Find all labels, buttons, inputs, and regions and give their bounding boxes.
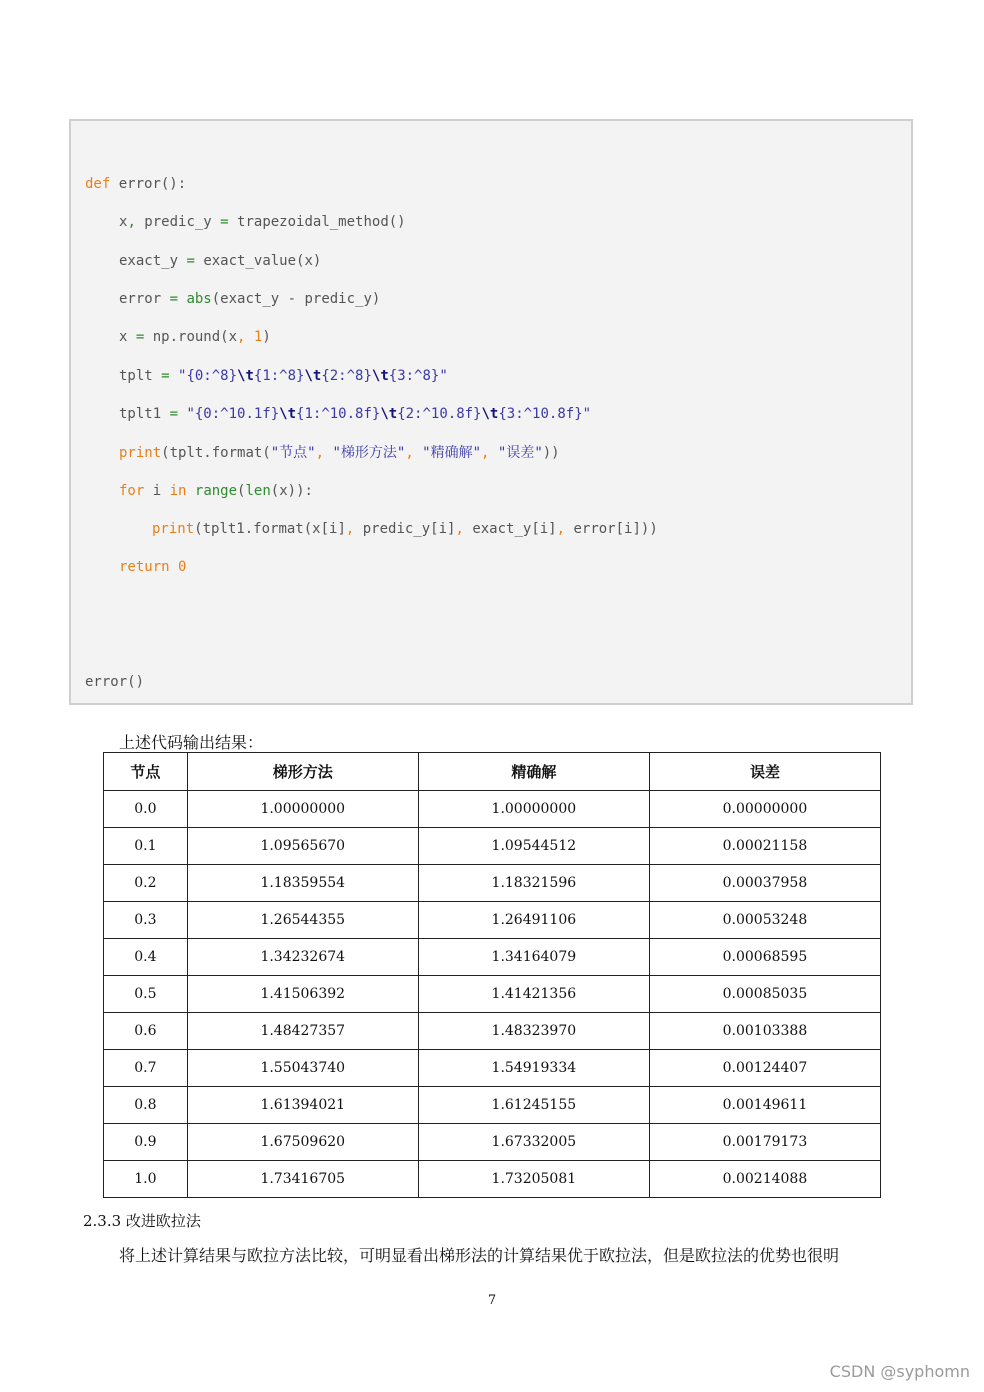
code-line-3: exact_y = exact_value(x): [119, 253, 322, 269]
body-paragraph: 将上述计算结果与欧拉方法比较，可明显看出梯形法的计算结果优于欧拉法，但是欧拉法的优势也很明: [119, 1246, 840, 1265]
table-cell: 1.67509620: [187, 1124, 418, 1161]
table-cell: 1.55043740: [187, 1050, 418, 1087]
table-cell: 1.18359554: [187, 865, 418, 902]
table-row: [104, 1124, 881, 1161]
code-line-7: tplt1 = "{0:^10.1f}\t{1:^10.8f}\t{2:^10.8f}\t{3:^10.8f}": [119, 406, 592, 422]
table-cell: 1.26491106: [418, 902, 649, 939]
table-cell: 0.5: [104, 976, 188, 1013]
table-cell: 1.09565670: [187, 828, 418, 865]
code-line-12: error(): [85, 674, 145, 690]
table-row: [104, 1087, 881, 1124]
table-row: [104, 791, 881, 828]
table-cell: 1.41421356: [418, 976, 649, 1013]
section-heading: 2.3.3 改进欧拉法: [83, 1212, 201, 1230]
table-row: [104, 1050, 881, 1087]
table-cell: 0.3: [104, 902, 188, 939]
table-cell: 1.73416705: [187, 1161, 418, 1198]
table-cell: 0.00021158: [649, 828, 880, 865]
table-cell: 1.67332005: [418, 1124, 649, 1161]
code-line-10: print(tplt1.format(x[i], predic_y[i], exact_y[i], error[i])): [152, 521, 658, 537]
table-row: [104, 1161, 881, 1198]
code-line-2: x, predic_y = trapezoidal_method(): [119, 214, 406, 230]
code-line-4: error = abs(exact_y - predic_y): [119, 291, 381, 307]
table-cell: 1.18321596: [418, 865, 649, 902]
table-cell: 0.00179173: [649, 1124, 880, 1161]
table-cell: 1.34164079: [418, 939, 649, 976]
table-cell: 0.00149611: [649, 1087, 880, 1124]
table-cell: 1.00000000: [418, 791, 649, 828]
table-cell: 0.9: [104, 1124, 188, 1161]
table-cell: 1.26544355: [187, 902, 418, 939]
table-cell: 0.00037958: [649, 865, 880, 902]
table-cell: 1.73205081: [418, 1161, 649, 1198]
table-cell: 0.00000000: [649, 791, 880, 828]
table-row: [104, 828, 881, 865]
table-cell: 0.2: [104, 865, 188, 902]
table-cell: 0.00053248: [649, 902, 880, 939]
table-cell: 0.6: [104, 1013, 188, 1050]
header-node: 节点: [104, 753, 188, 791]
code-line-6: tplt = "{0:^8}\t{1:^8}\t{2:^8}\t{3:^8}": [119, 368, 448, 384]
header-exact: 精确解: [418, 753, 649, 791]
table-row: [104, 902, 881, 939]
table-row: [104, 976, 881, 1013]
watermark: CSDN @syphomn: [829, 1362, 970, 1381]
table-cell: 1.41506392: [187, 976, 418, 1013]
table-cell: 1.00000000: [187, 791, 418, 828]
page-number: 7: [487, 1293, 497, 1308]
table-cell: 0.7: [104, 1050, 188, 1087]
table-cell: 0.00124407: [649, 1050, 880, 1087]
header-error: 误差: [649, 753, 880, 791]
table-row: [104, 865, 881, 902]
table-cell: 0.00214088: [649, 1161, 880, 1198]
table-cell: 1.09544512: [418, 828, 649, 865]
results-table: [103, 752, 881, 1198]
table-row: [104, 1013, 881, 1050]
code-line-11: return 0: [119, 559, 187, 575]
code-block: [69, 119, 913, 705]
code-line-5: x = np.round(x, 1): [119, 329, 271, 345]
table-cell: 1.61394021: [187, 1087, 418, 1124]
header-trapezoidal: 梯形方法: [187, 753, 418, 791]
table-cell: 1.54919334: [418, 1050, 649, 1087]
table-header-row: [104, 753, 881, 791]
table-cell: 1.61245155: [418, 1087, 649, 1124]
table-cell: 0.0: [104, 791, 188, 828]
table-cell: 0.00103388: [649, 1013, 880, 1050]
intro-text: 上述代码输出结果：: [119, 733, 264, 752]
code-line-8: print(tplt.format("节点", "梯形方法", "精确解", "误差")): [119, 445, 560, 461]
table-cell: 0.8: [104, 1087, 188, 1124]
table-cell: 1.48427357: [187, 1013, 418, 1050]
table-cell: 1.48323970: [418, 1013, 649, 1050]
table-cell: 0.00068595: [649, 939, 880, 976]
table-cell: 0.4: [104, 939, 188, 976]
table-row: [104, 939, 881, 976]
code-line-1: def error():: [85, 176, 187, 192]
table-cell: 1.0: [104, 1161, 188, 1198]
table-cell: 0.1: [104, 828, 188, 865]
table-cell: 1.34232674: [187, 939, 418, 976]
table-cell: 0.00085035: [649, 976, 880, 1013]
code-line-9: for i in range(len(x)):: [119, 483, 313, 499]
